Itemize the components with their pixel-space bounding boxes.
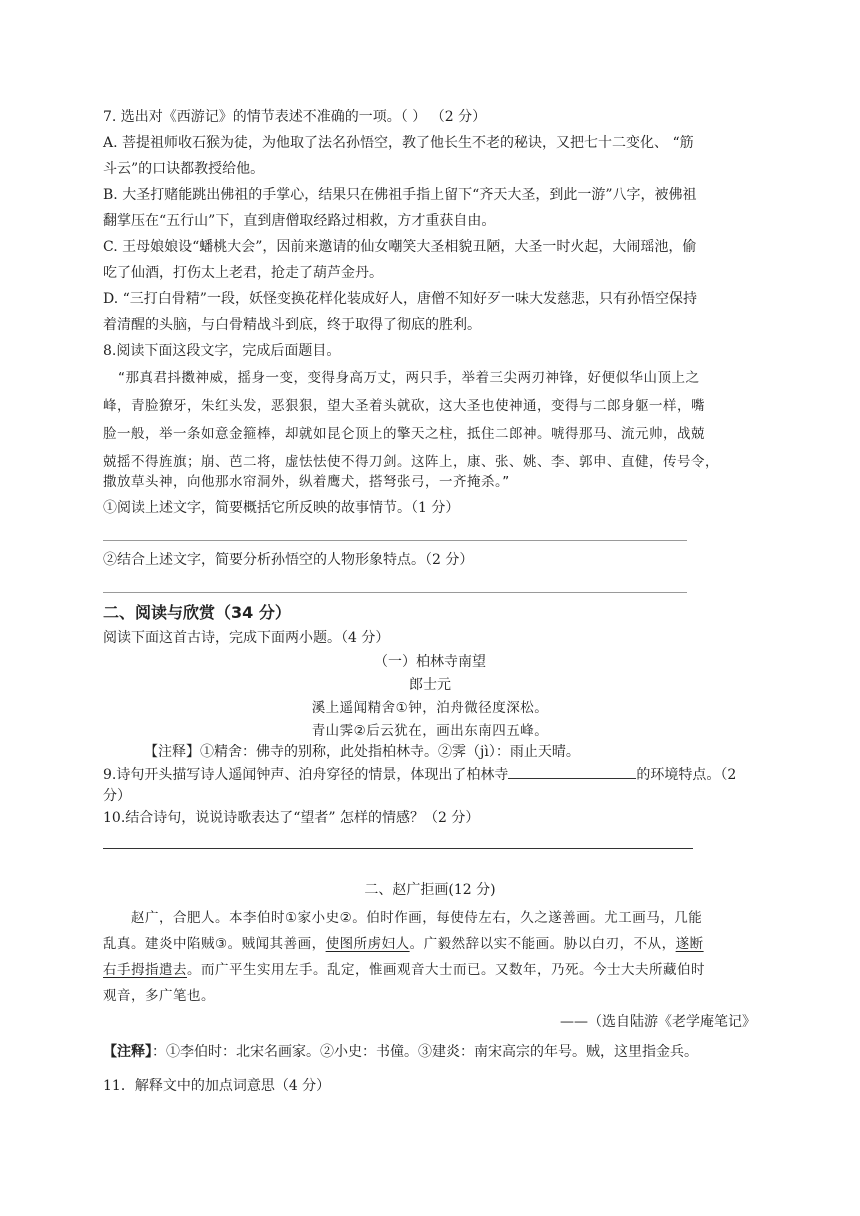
section-heading: 二、阅读与欣赏（34 分）: [103, 603, 291, 622]
q8-passage-line3: 脸一般，举一条如意金箍棒，却就如昆仑顶上的擎天之柱，抵住二郎神。唬得那马、流元帅，战兢: [103, 426, 705, 442]
q9-text: [103, 764, 736, 785]
q9-text-part2: 的环境特点。（2: [636, 767, 737, 783]
q7-option-b-line1: B. 大圣打赌能跳出佛祖的手掌心，结果只在佛祖手指上留下“齐天大圣，到此一游”八字，被佛祖: [103, 187, 697, 203]
passage-line-3: [103, 960, 705, 980]
answer-line-q10[interactable]: [103, 848, 693, 849]
q8-passage-line5: 撒放草头神，向他那水帘洞外，纵着鹰犬，搭弩张弓，一齐掩杀。”: [103, 474, 510, 490]
poem-line-2: 青山霁②后云犹在，画出东南四五峰。: [311, 723, 549, 739]
annotation-label: 【注释】: [103, 1044, 152, 1060]
passage-line-1: 赵广，合肥人。本李伯时①家小史②。伯时作画，每使侍左右，久之遂善画。尤工画马，几能: [131, 910, 703, 926]
passage-line-2: [103, 934, 704, 954]
poem-line-1: 溪上遥闻精舍①钟，泊舟微径度深松。: [311, 700, 549, 716]
underlined-phrase-2b: 右手拇指遣去: [103, 962, 187, 978]
poem-intro: 阅读下面这首古诗，完成下面两小题。（4 分）: [103, 630, 390, 646]
q7-option-a-line1: A. 菩提祖师收石猴为徒，为他取了法名孙悟空，教了他长生不老的秘诀，又把七十二变化、 “筋: [103, 135, 694, 151]
q7-option-a-line2: 斗云”的口诀都教授给他。: [103, 161, 265, 177]
q9-text-wrap: 分）: [103, 788, 131, 804]
q7-option-b-line2: 翻掌压在“五行山”下，直到唐僧取经路过相救，方才重获自由。: [103, 213, 496, 229]
q10-text: 10.结合诗句，说说诗歌表达了“望者” 怎样的情感？（2 分）: [103, 810, 480, 826]
q7-option-c-line1: C. 王母娘娘设“蟠桃大会”，因前来邀请的仙女嘲笑大圣相貌丑陋，大圣一时火起，大闹瑶池，偷: [103, 239, 697, 255]
answer-line-q8-2[interactable]: [103, 592, 687, 593]
q7-option-d-line2: 着清醒的头脑，与白骨精战斗到底，终于取得了彻底的胜利。: [103, 317, 481, 333]
answer-line-q8-1[interactable]: [103, 540, 687, 541]
poem-title: （一）柏林寺南望: [374, 654, 486, 670]
q9-answer-blank[interactable]: [508, 764, 636, 779]
q8-subquestion-1: ①阅读上述文字，简要概括它所反映的故事情节。（1 分）: [103, 500, 460, 516]
q8-title: 8.阅读下面这段文字，完成后面题目。: [103, 343, 341, 359]
passage-line-4: 观音，多广笔也。: [103, 988, 215, 1004]
annotation-text: ：①李伯时：北宋名画家。②小史：书僮。③建炎：南宋高宗的年号。贼，这里指金兵。: [152, 1044, 698, 1060]
passage-line-2-text: 乱真。建炎中陷贼③。贼闻其善画，: [103, 936, 326, 952]
q8-subquestion-2: ②结合上述文字，简要分析孙悟空的人物形象特点。（2 分）: [103, 552, 474, 568]
passage-annotation: [103, 1042, 698, 1062]
passage-source: ——（选自陆游《老学庵笔记》: [560, 1014, 756, 1030]
poem-annotation: 【注释】①精舍：佛寺的别称，此处指柏林寺。②霁（jì）：雨止天晴。: [144, 744, 580, 760]
underlined-phrase-1: 使图所虏妇人: [325, 936, 410, 952]
q7-title: 7. 选出对《西游记》的情节表述不准确的一项。（ ） （2 分）: [103, 109, 487, 125]
underlined-phrase-2a: 遂断: [675, 936, 704, 952]
q8-passage-line4: 兢摇不得旌旗；崩、芭二将，虚怯怯使不得刀剑。这阵上，康、张、姚、李、郭申、直健，传号令，: [103, 454, 719, 470]
q7-option-c-line2: 吃了仙酒，打伤太上老君，抢走了葫芦金丹。: [103, 265, 383, 281]
q9-text-part1: 9.诗句开头描写诗人遥闻钟声、泊舟穿径的情景，体现出了柏林寺: [103, 767, 509, 783]
q8-passage-line1: “那真君抖擞神威，摇身一变，变得身高万丈，两只手，举着三尖两刃神锋，好便似华山顶上之: [118, 370, 700, 386]
q8-passage-line2: 峰，青脸獠牙，朱红头发，恶狠狠，望大圣着头就砍，这大圣也使神通，变得与二郎身躯一样，嘴: [103, 398, 705, 414]
q11-text: 11．解释文中的加点词意思（4 分）: [103, 1078, 331, 1094]
q7-option-d-line1: D. “三打白骨精”一段，妖怪变换花样化装成好人，唐僧不知好歹一味大发慈悲，只有孙悟空保持: [103, 291, 697, 307]
poem-author: 郎士元: [409, 677, 451, 693]
passage-line-3-text: 。而广平生实用左手。乱定，惟画观音大士而已。又数年，乃死。今士大夫所藏伯时: [187, 962, 705, 978]
passage-title: 二、赵广拒画(12 分): [364, 882, 496, 898]
passage-line-2-text-b: 。广毅然辞以实不能画。胁以白刃，不从，: [409, 936, 676, 952]
